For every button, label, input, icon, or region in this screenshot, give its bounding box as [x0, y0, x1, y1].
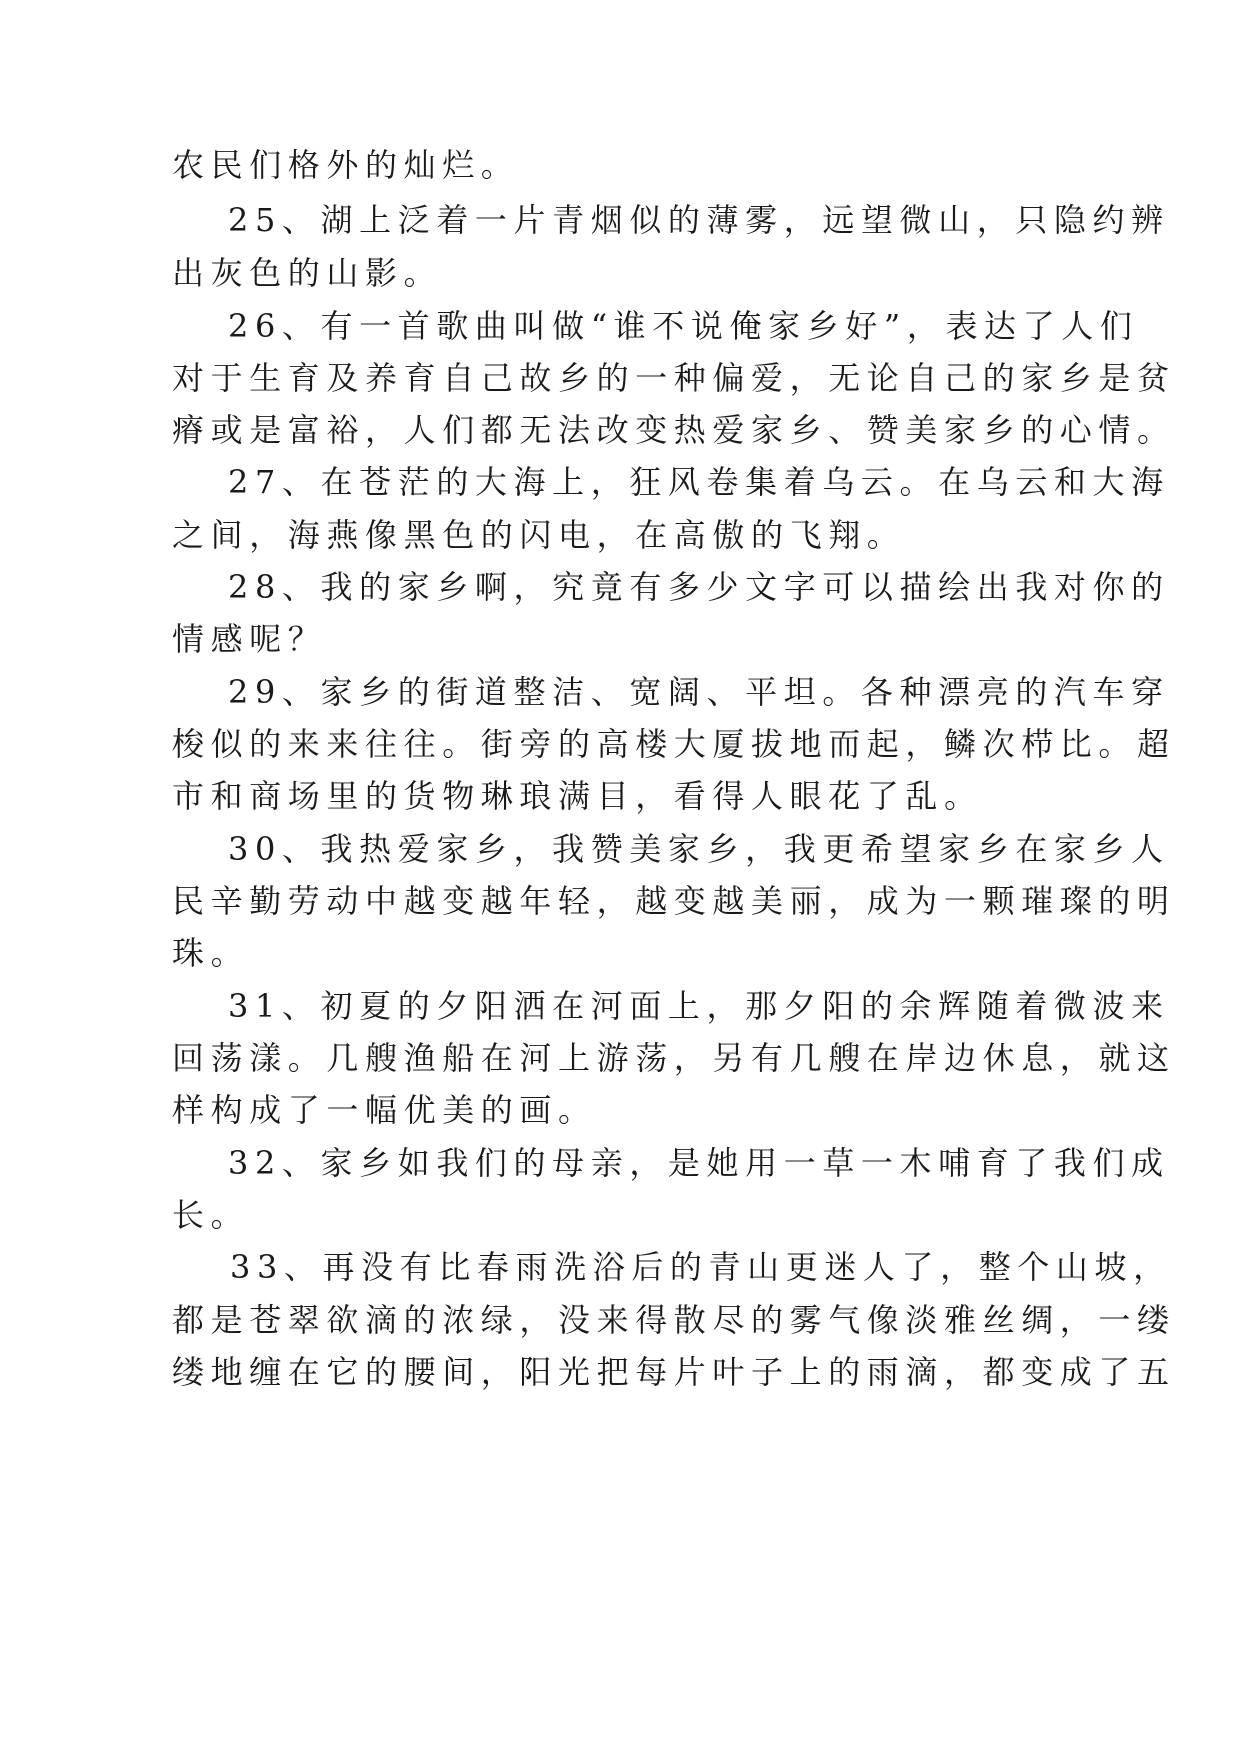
text-line: 30、我热爱家乡，我赞美家乡，我更希望家乡在家乡人: [228, 830, 1170, 868]
text-line: 样构成了一幅优美的画。: [172, 1091, 597, 1129]
text-line: 缕地缠在它的腰间，阳光把每片叶子上的雨滴，都变成了五: [172, 1353, 1176, 1391]
text-line: 27、在苍茫的大海上，狂风卷集着乌云。在乌云和大海: [228, 463, 1170, 501]
text-line: 都是苍翠欲滴的浓绿，没来得散尽的雾气像淡雅丝绸，一缕: [172, 1301, 1176, 1339]
text-line: 31、初夏的夕阳洒在河面上，那夕阳的余辉随着微波来: [228, 987, 1170, 1025]
text-line: 民辛勤劳动中越变越年轻，越变越美丽，成为一颗璀璨的明: [172, 882, 1176, 920]
text-line: 瘠或是富裕，人们都无法改变热爱家乡、赞美家乡的心情。: [172, 411, 1176, 449]
text-line: 26、有一首歌曲叫做“谁不说俺家乡好”，表达了人们: [228, 307, 1139, 345]
text-line: 33、再没有比春雨洗浴后的青山更迷人了，整个山坡，: [230, 1248, 1172, 1286]
text-line: 长。: [172, 1196, 250, 1234]
text-line: 出灰色的山影。: [172, 254, 443, 292]
text-line: 25、湖上泛着一片青烟似的薄雾，远望微山，只隐约辨: [228, 201, 1170, 239]
text-line: 珠。: [172, 934, 250, 972]
text-line: 对于生育及养育自己故乡的一种偏爱，无论自己的家乡是贫: [172, 359, 1176, 397]
text-line: 29、家乡的街道整洁、宽阔、平坦。各种漂亮的汽车穿: [228, 673, 1170, 711]
text-line: 回荡漾。几艘渔船在河上游荡，另有几艘在岸边休息，就这: [172, 1039, 1176, 1077]
text-line: 市和商场里的货物琳琅满目，看得人眼花了乱。: [172, 777, 983, 815]
text-line: 农民们格外的灿烂。: [172, 146, 520, 184]
text-line: 32、家乡如我们的母亲，是她用一草一木哺育了我们成: [228, 1144, 1170, 1182]
text-line: 28、我的家乡啊，究竟有多少文字可以描绘出我对你的: [228, 568, 1170, 606]
text-line: 梭似的来来往往。街旁的高楼大厦拔地而起，鳞次栉比。超: [172, 725, 1176, 763]
text-line: 情感呢？: [172, 620, 327, 658]
text-line: 之间，海燕像黑色的闪电，在高傲的飞翔。: [172, 516, 906, 554]
